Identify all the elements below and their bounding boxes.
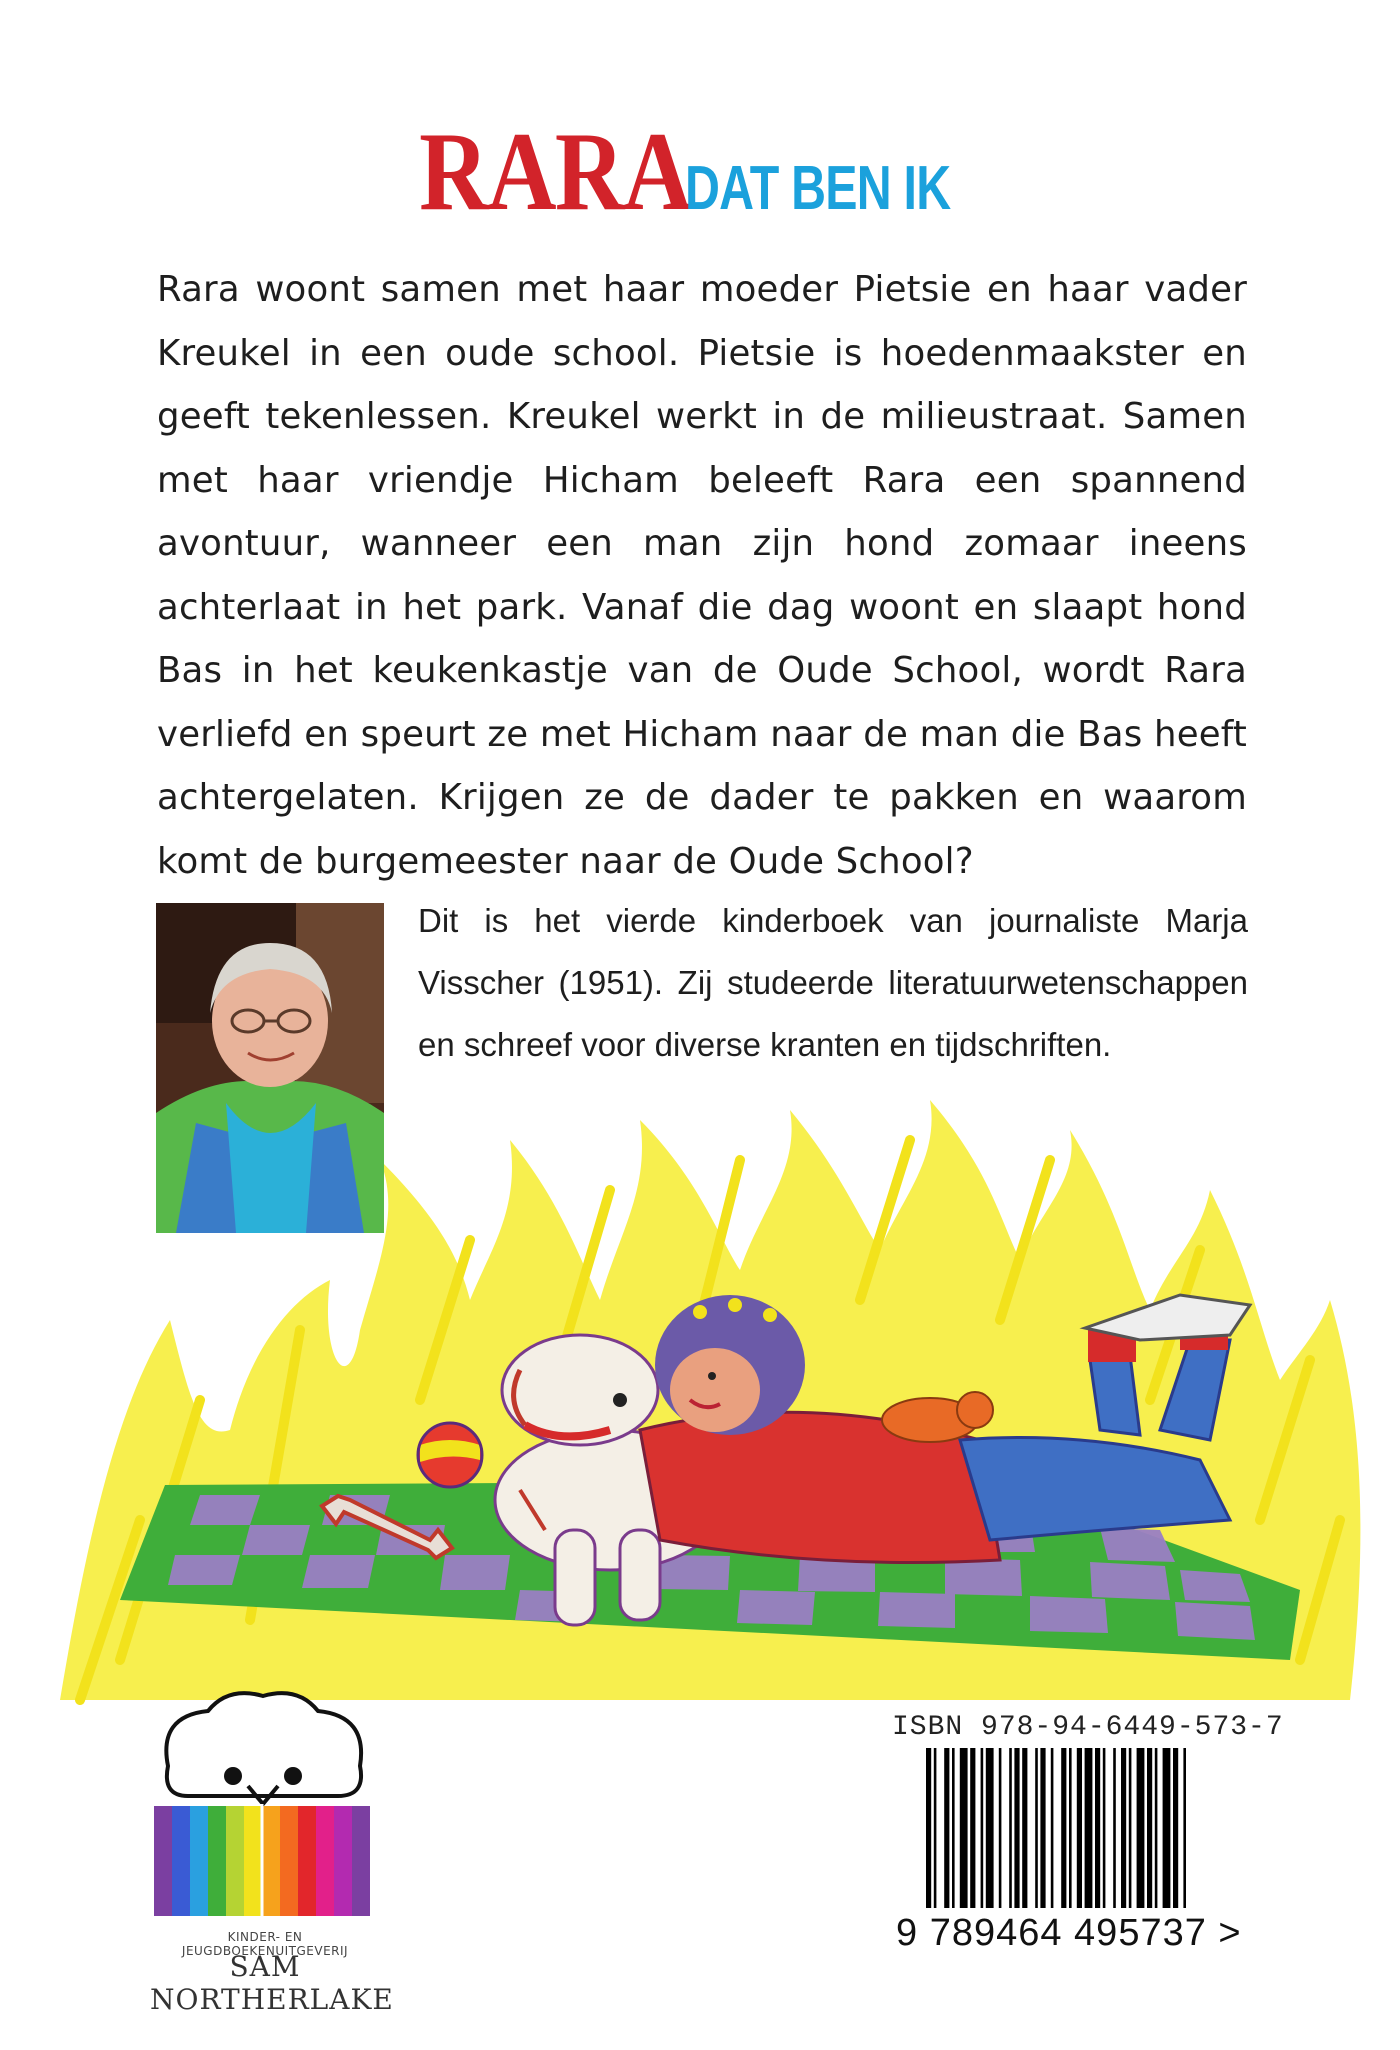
barcode-bar — [1061, 1748, 1066, 1908]
rainbow-book — [154, 1804, 370, 1918]
barcode-bar — [944, 1748, 949, 1908]
barcode-bar — [1022, 1748, 1027, 1908]
barcode-bar — [1155, 1748, 1158, 1908]
barcode-bar — [960, 1748, 968, 1908]
barcode-bar — [999, 1748, 1002, 1908]
barcode-bar — [1051, 1748, 1054, 1908]
barcode-bar — [926, 1748, 931, 1908]
barcode-bar — [1095, 1748, 1100, 1908]
book-title — [0, 108, 1400, 237]
author-photo — [156, 903, 384, 1233]
barcode-bar — [1183, 1748, 1186, 1908]
barcode-bar — [1014, 1748, 1019, 1908]
isbn-label: ISBN 978-94-6449-573-7 — [892, 1712, 1284, 1743]
barcode-bar — [1137, 1748, 1145, 1908]
blurb-text: Rara woont samen met haar moeder Pietsie en haar vader Kreukel in een oude school. Pietsie is hoedenmaakster en geeft tekenlessen. Kreukel werkt in de milieustraat. Samen met haar vriendje Hicham beleeft Rara een spannend avontuur, wanneer een man zijn hond zomaar ineens achterlaat in het park. Vanaf die dag woont en slaapt hond Bas in het keukenkastje van de Oude School, wordt Rara verliefd en speurt ze met Hicham naar de man die Bas heeft achtergelaten. Krijgen ze de dader te pakken en waarom komt de burgemeester naar de Oude School? — [157, 269, 1247, 882]
barcode-bar — [986, 1748, 994, 1908]
barcode-bar — [1069, 1748, 1072, 1908]
barcode-bar — [1163, 1748, 1171, 1908]
barcode-bar — [1147, 1748, 1152, 1908]
author-bio: Dit is het vierde kinderboek van journaliste Marja Visscher (1951). Zij studeerde literatuurwetenschappen en schreef voor diverse kranten en tijdschriften. — [418, 902, 1248, 1063]
barcode-bar — [1129, 1748, 1132, 1908]
ball-icon — [418, 1423, 482, 1487]
barcode-bar — [1121, 1748, 1126, 1908]
publisher-logo — [148, 1686, 378, 1926]
barcode-bar — [1040, 1748, 1045, 1908]
barcode-bar — [934, 1748, 937, 1908]
barcode-bar — [1173, 1748, 1178, 1908]
barcode — [922, 1748, 1242, 1908]
barcode-bar — [1035, 1748, 1038, 1908]
publisher-name: SAM NORTHERLAKE — [150, 1950, 394, 2016]
barcode-bar — [1113, 1748, 1116, 1908]
barcode-bar — [1077, 1748, 1082, 1908]
title-sub: DAT BEN IK — [684, 154, 951, 223]
barcode-bar — [1085, 1748, 1093, 1908]
publisher-tagline: KINDER- EN JEUGDBOEKENUITGEVERIJ — [181, 1930, 349, 1958]
barcode-bar — [1009, 1748, 1012, 1908]
title-main: RARA — [419, 110, 691, 234]
barcode-bar — [1103, 1748, 1106, 1908]
barcode-bar — [952, 1748, 955, 1908]
barcode-bar — [981, 1748, 984, 1908]
barcode-bar — [970, 1748, 975, 1908]
barcode-number: 9 789464 495737 > — [896, 1912, 1242, 1954]
